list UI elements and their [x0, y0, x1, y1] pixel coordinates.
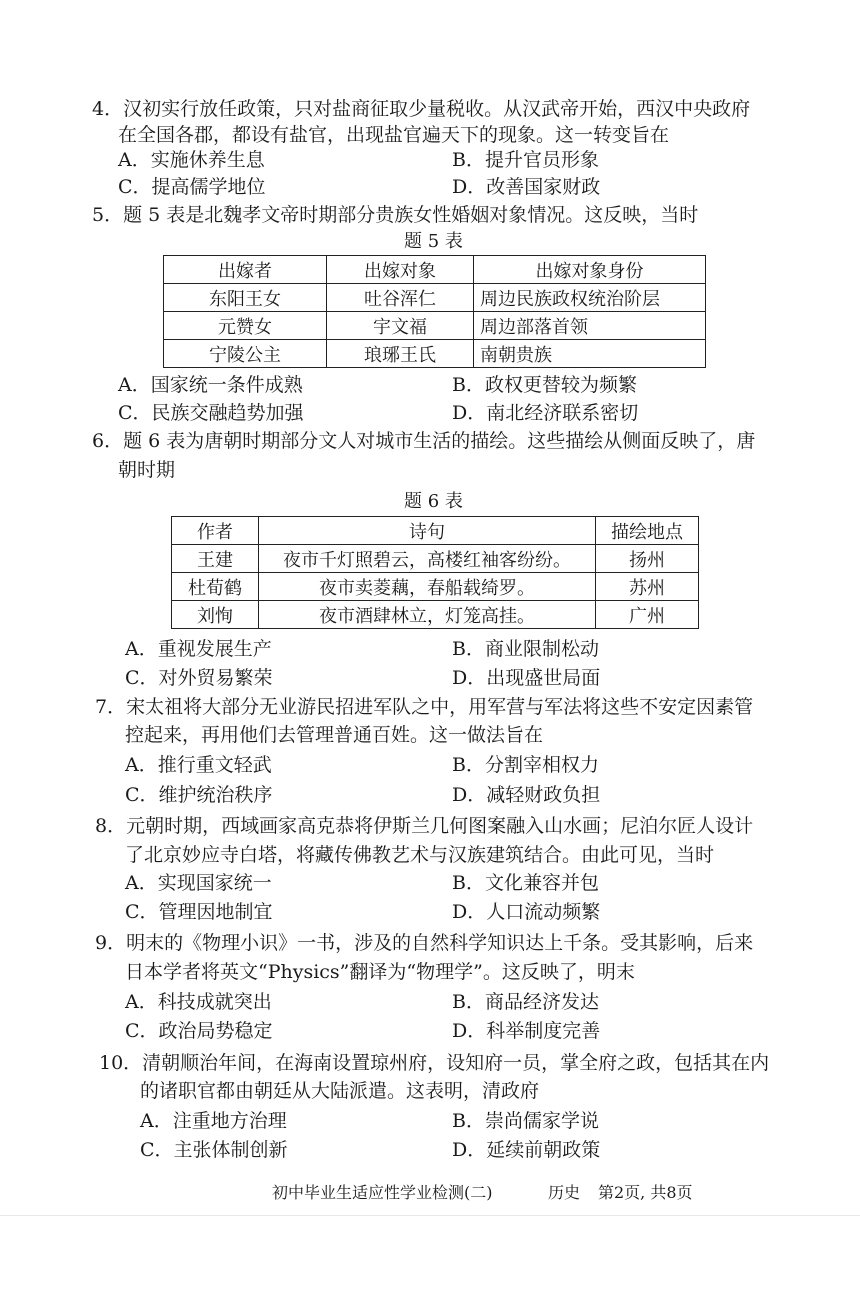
q5-option-d: D．南北经济联系密切 — [452, 402, 639, 424]
q5-option-a: A．国家统一条件成熟 — [118, 374, 303, 396]
q6-option-d: D．出现盛世局面 — [452, 667, 601, 689]
q5-table — [163, 255, 706, 368]
q8-option-a: A．实现国家统一 — [125, 872, 272, 894]
q4-option-a: A．实施休养生息 — [118, 149, 265, 171]
table-header-cell: 出嫁者 — [164, 256, 327, 284]
q9-option-d: D．科举制度完善 — [452, 1020, 601, 1042]
table-cell: 杜荀鹤 — [172, 573, 259, 601]
table-row — [164, 284, 706, 312]
q8-option-c: C．管理因地制宜 — [125, 901, 273, 923]
table-cell: 夜市卖菱藕，春船载绮罗。 — [259, 573, 596, 601]
table-cell: 王建 — [172, 545, 259, 573]
q10-line-2: 的诸职官都由朝廷从大陆派遣。这表明，清政府 — [140, 1080, 540, 1102]
q4-line-2: 在全国各郡，都设有盐官，出现盐官遍天下的现象。这一转变旨在 — [118, 124, 670, 146]
q7-option-c: C．维护统治秩序 — [125, 784, 273, 806]
table-cell: 宇文福 — [327, 312, 474, 340]
table-row — [172, 517, 699, 545]
table-cell: 夜市酒肆林立，灯笼高挂。 — [259, 601, 596, 629]
q6-line-1: 6．题 6 表为唐朝时期部分文人对城市生活的描绘。这些描绘从侧面反映了，唐 — [92, 430, 756, 452]
table-cell: 扬州 — [596, 545, 699, 573]
q10-option-b: B．崇尚儒家学说 — [452, 1110, 599, 1132]
table-cell: 东阳王女 — [164, 284, 327, 312]
q8-option-d: D．人口流动频繁 — [452, 901, 601, 923]
footer-subject: 历史 — [548, 1183, 581, 1202]
q8-option-b: B．文化兼容并包 — [452, 872, 599, 894]
footer-page-number: 第2页, 共8页 — [598, 1183, 693, 1202]
q10-option-a: A．注重地方治理 — [140, 1110, 287, 1132]
table-row — [164, 340, 706, 368]
table-cell: 南朝贵族 — [474, 340, 706, 368]
q10-line-1: 10．清朝顺治年间，在海南设置琼州府，设知府一员，掌全府之政，包括其在内 — [99, 1052, 770, 1074]
q6-line-2: 朝时期 — [118, 459, 176, 481]
q5-table-caption: 题 5 表 — [404, 231, 463, 252]
table-row — [172, 573, 699, 601]
q9-option-b: B．商品经济发达 — [452, 991, 599, 1013]
table-cell: 周边民族政权统治阶层 — [474, 284, 706, 312]
page-bottom-margin — [0, 1215, 860, 1312]
table-cell: 琅琊王氏 — [327, 340, 474, 368]
table-row — [172, 601, 699, 629]
table-cell: 夜市千灯照碧云，高楼红袖客纷纷。 — [259, 545, 596, 573]
table-header-cell: 作者 — [172, 517, 259, 545]
q7-option-b: B．分割宰相权力 — [452, 754, 599, 776]
table-row — [164, 312, 706, 340]
q6-option-c: C．对外贸易繁荣 — [125, 667, 273, 689]
q7-line-1: 7．宋太祖将大部分无业游民招进军队之中，用军营与军法将这些不安定因素管 — [95, 696, 754, 718]
table-header-cell: 描绘地点 — [596, 517, 699, 545]
q10-option-c: C．主张体制创新 — [140, 1139, 288, 1161]
table-cell: 苏州 — [596, 573, 699, 601]
table-cell: 广州 — [596, 601, 699, 629]
table-cell: 吐谷浑仁 — [327, 284, 474, 312]
q5-option-b: B．政权更替较为频繁 — [452, 374, 637, 396]
q6-option-a: A．重视发展生产 — [125, 638, 272, 660]
q6-table — [171, 516, 699, 629]
q4-option-d: D．改善国家财政 — [452, 176, 601, 198]
table-row — [172, 545, 699, 573]
table-cell: 刘恂 — [172, 601, 259, 629]
table-cell: 元赞女 — [164, 312, 327, 340]
q8-line-1: 8．元朝时期，西域画家高克恭将伊斯兰几何图案融入山水画；尼泊尔匠人设计 — [95, 815, 754, 837]
q5-line-1: 5．题 5 表是北魏孝文帝时期部分贵族女性婚姻对象情况。这反映，当时 — [92, 204, 699, 226]
q4-option-c: C．提高儒学地位 — [118, 176, 266, 198]
q7-option-a: A．推行重文轻武 — [125, 754, 272, 776]
q7-option-d: D．减轻财政负担 — [452, 784, 601, 806]
footer-exam-title: 初中毕业生适应性学业检测(二) — [272, 1183, 493, 1202]
table-cell: 宁陵公主 — [164, 340, 327, 368]
table-header-cell: 诗句 — [259, 517, 596, 545]
q10-option-d: D．延续前朝政策 — [452, 1139, 601, 1161]
table-row — [164, 256, 706, 284]
q7-line-2: 控起来，再用他们去管理普通百姓。这一做法旨在 — [125, 724, 544, 746]
q9-option-c: C．政治局势稳定 — [125, 1020, 273, 1042]
q4-option-b: B．提升官员形象 — [452, 149, 599, 171]
table-header-cell: 出嫁对象身份 — [474, 256, 706, 284]
q9-line-2: 日本学者将英文“Physics”翻译为“物理学”。这反映了，明末 — [125, 961, 635, 983]
table-cell: 周边部落首领 — [474, 312, 706, 340]
q4-line-1: 4．汉初实行放任政策，只对盐商征取少量税收。从汉武帝开始，西汉中央政府 — [92, 98, 751, 120]
q6-option-b: B．商业限制松动 — [452, 638, 599, 660]
q9-option-a: A．科技成就突出 — [125, 991, 272, 1013]
q6-table-caption: 题 6 表 — [404, 491, 463, 512]
q9-line-1: 9．明末的《物理小识》一书，涉及的自然科学知识达上千条。受其影响，后来 — [95, 932, 754, 954]
table-header-cell: 出嫁对象 — [327, 256, 474, 284]
q5-option-c: C．民族交融趋势加强 — [118, 402, 304, 424]
q8-line-2: 了北京妙应寺白塔，将藏传佛教艺术与汉族建筑结合。由此可见，当时 — [125, 844, 715, 866]
